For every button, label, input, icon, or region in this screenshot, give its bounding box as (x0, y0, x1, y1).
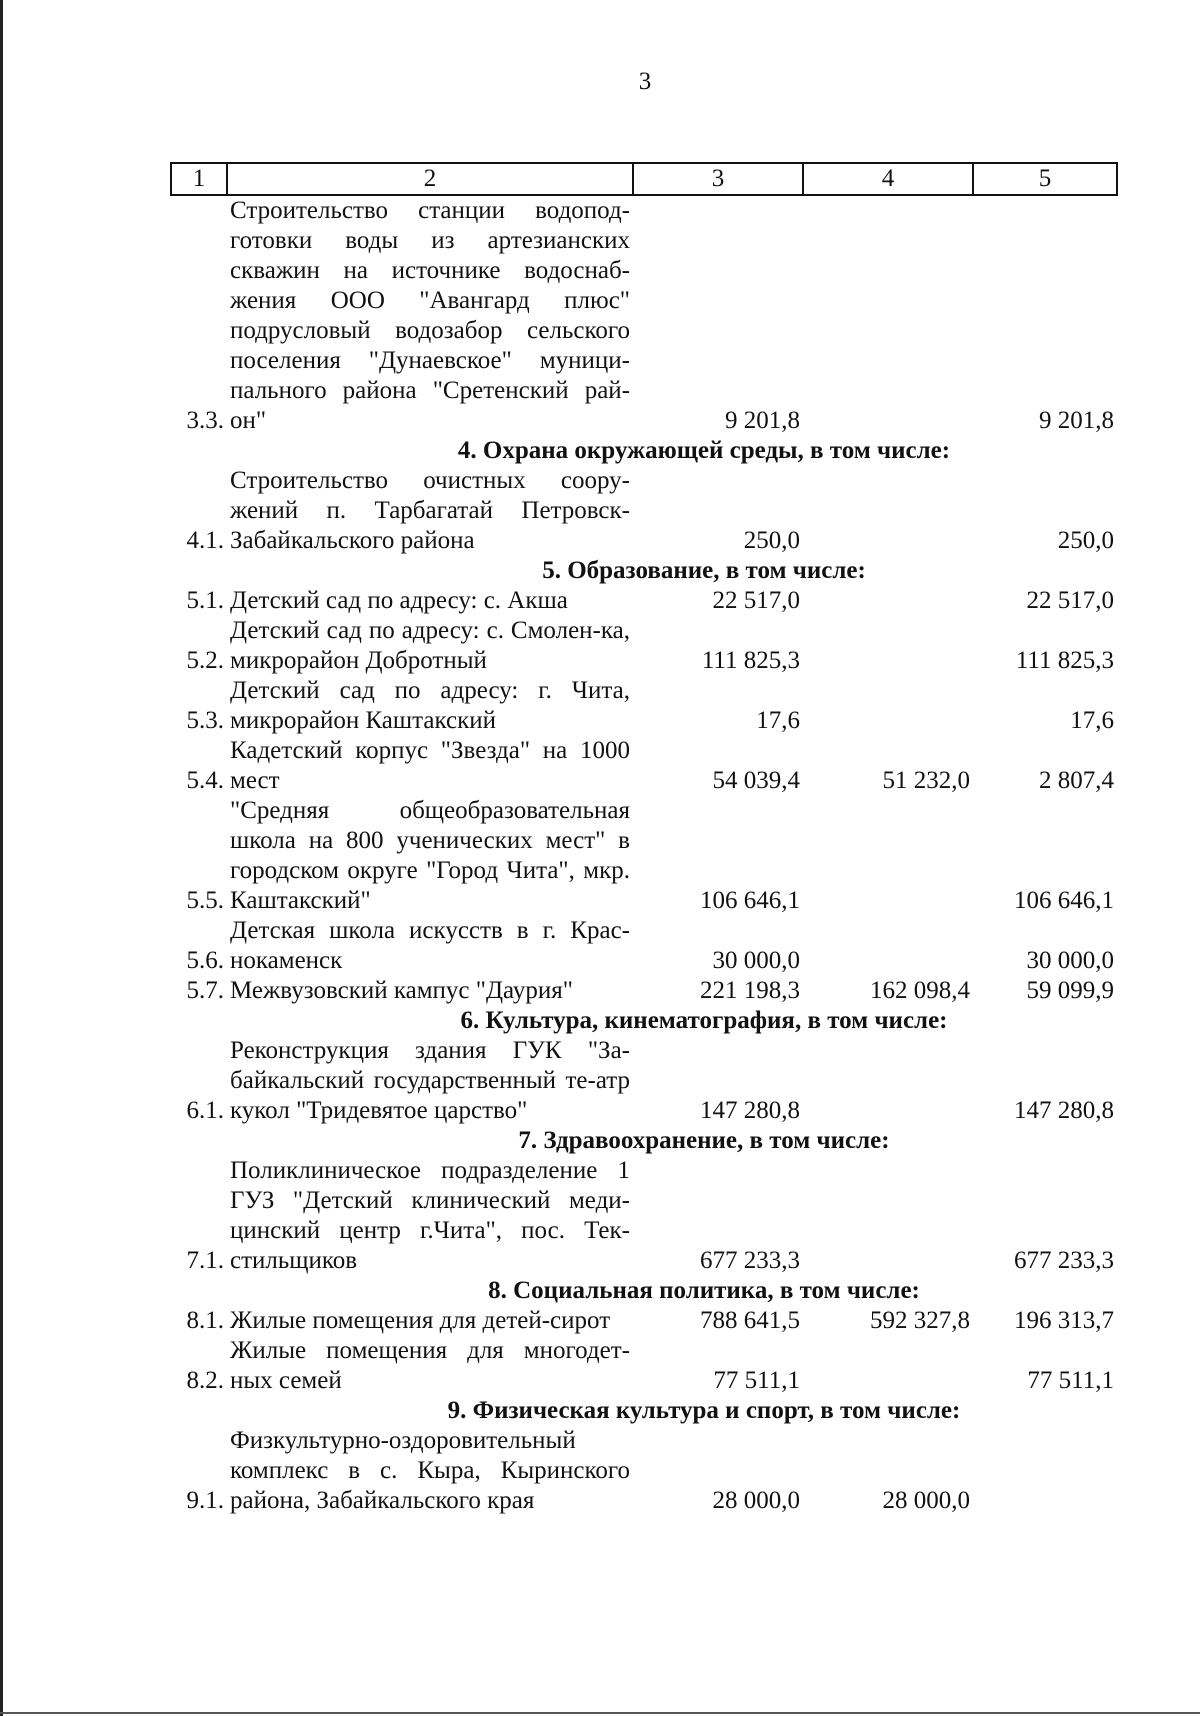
item-name: Межвузовский кампус "Даурия" (230, 977, 573, 1004)
section-title: 6. Культура, кинематография, в том числе: (460, 1007, 948, 1034)
total-value: 30 000,0 (712, 947, 800, 974)
regional-value: 111 825,3 (1015, 647, 1114, 674)
federal-value (803, 1036, 973, 1126)
federal-value (803, 1336, 973, 1396)
section-title: 5. Образование, в том числе: (542, 557, 866, 584)
table-row (171, 1036, 1117, 1126)
section-heading-cell (171, 1126, 1117, 1156)
section-heading-row (171, 1126, 1117, 1156)
section-heading-row (171, 436, 1117, 466)
page-number: 3 (638, 68, 652, 95)
table-row (171, 796, 1117, 916)
header-cell: 3 (633, 163, 803, 195)
federal-value (803, 586, 973, 616)
section-title: 8. Социальная политика, в том числе: (488, 1277, 920, 1304)
total-value: 28 000,0 (712, 1487, 800, 1514)
total-value: 106 646,1 (700, 887, 800, 914)
table-row (171, 1336, 1117, 1396)
item-number: 5.5. (186, 887, 224, 914)
federal-value: 28 000,0 (882, 1487, 970, 1514)
regional-value: 77 511,1 (1027, 1367, 1114, 1394)
item-number: 8.1. (186, 1307, 224, 1334)
item-name: Жилые помещения для детей-сирот (230, 1307, 611, 1334)
total-value: 250,0 (743, 527, 800, 554)
item-number: 4.1. (186, 527, 224, 554)
regional-value: 59 099,9 (1026, 977, 1114, 1004)
item-number: 6.1. (186, 1097, 224, 1124)
table-row (171, 916, 1117, 976)
total-value: 54 039,4 (712, 767, 800, 794)
item-number: 8.2. (186, 1367, 224, 1394)
federal-value (803, 1156, 973, 1276)
item-name: Поликлиническое подразделение 1 ГУЗ "Детский клинический меди-цинский центр г.Чита", пос. Тек-стильщиков (230, 1157, 630, 1274)
table-row (171, 676, 1117, 736)
federal-value: 162 098,4 (870, 977, 970, 1004)
table-row (171, 976, 1117, 1006)
item-name: Строительство очистных соору-жений п. Тарбагатай Петровск-Забайкальского района (230, 467, 630, 554)
item-number: 5.7. (186, 977, 224, 1004)
section-heading-row (171, 556, 1117, 586)
total-value: 17,6 (756, 707, 800, 734)
regional-value: 30 000,0 (1026, 947, 1114, 974)
item-name: Детский сад по адресу: с. Смолен-ка, микрорайон Добротный (230, 617, 630, 674)
table-row (171, 586, 1117, 616)
item-name: Физкультурно-оздоровительный комплекс в с. Кыра, Кыринского района, Забайкальского края (230, 1427, 630, 1514)
total-value: 788 641,5 (700, 1307, 800, 1334)
section-heading-cell (171, 1276, 1117, 1306)
regional-value: 22 517,0 (1026, 587, 1114, 614)
table-row (171, 195, 1117, 436)
regional-value: 2 807,4 (1039, 767, 1114, 794)
header-cell: 1 (171, 163, 227, 195)
item-number: 9.1. (186, 1487, 224, 1514)
total-value: 147 280,8 (700, 1097, 800, 1124)
table-row (171, 466, 1117, 556)
federal-value (803, 676, 973, 736)
item-name: Детская школа искусств в г. Крас-нокаменск (230, 917, 630, 974)
section-heading-row (171, 1006, 1117, 1036)
item-name: Детский сад по адресу: с. Акша (230, 587, 568, 614)
regional-value: 250,0 (1057, 527, 1114, 554)
section-heading-cell (171, 436, 1117, 466)
item-name: Строительство станции водопод-готовки воды из артезианских скважин на источнике водоснаб-жения ООО "Авангард плюс" подрусловый водозабор сельского поселения "Дунаевское" муници-пального района "Сретенский рай-он" (230, 197, 630, 434)
regional-value: 677 233,3 (1014, 1247, 1114, 1274)
federal-value: 592 327,8 (870, 1307, 970, 1334)
header-cell: 2 (227, 163, 633, 195)
item-number: 5.2. (186, 647, 224, 674)
total-value: 111 825,3 (701, 647, 800, 674)
table-row (171, 736, 1117, 796)
table-row (171, 1156, 1117, 1276)
section-heading-cell (171, 1006, 1117, 1036)
total-value: 677 233,3 (700, 1247, 800, 1274)
header-cell: 5 (973, 163, 1117, 195)
projects-table (170, 162, 1118, 1516)
item-name: Реконструкция здания ГУК "За-байкальский государственный те-атр кукол "Тридевятое царство" (230, 1037, 630, 1124)
total-value: 77 511,1 (713, 1367, 800, 1394)
regional-value (973, 1426, 1117, 1516)
section-heading-cell (171, 556, 1117, 586)
regional-value: 17,6 (1070, 707, 1114, 734)
regional-value: 147 280,8 (1014, 1097, 1114, 1124)
scan-edge-left (0, 0, 3, 1716)
federal-value (803, 916, 973, 976)
federal-value (803, 796, 973, 916)
federal-value (803, 195, 973, 436)
item-name: Кадетский корпус "Звезда" на 1000 мест (230, 737, 630, 794)
item-number: 5.3. (186, 707, 224, 734)
table-row (171, 1426, 1117, 1516)
federal-value (803, 616, 973, 676)
federal-value (803, 466, 973, 556)
item-number: 7.1. (186, 1247, 224, 1274)
header-cell: 4 (803, 163, 973, 195)
item-number: 5.1. (186, 587, 224, 614)
table-row (171, 616, 1117, 676)
total-value: 22 517,0 (712, 587, 800, 614)
regional-value: 9 201,8 (1039, 407, 1114, 434)
regional-value: 196 313,7 (1014, 1307, 1114, 1334)
item-name: "Средняя общеобразовательная школа на 800 ученических мест" в городском округе "Город Чита", мкр. Каштакский" (230, 797, 630, 914)
regional-value: 106 646,1 (1014, 887, 1114, 914)
item-number: 3.3. (186, 407, 224, 434)
total-value: 221 198,3 (700, 977, 800, 1004)
item-name: Жилые помещения для многодет-ных семей (230, 1337, 630, 1394)
item-name: Детский сад по адресу: г. Чита, микрорайон Каштакский (230, 677, 630, 734)
table-header-row (171, 163, 1117, 195)
section-title: 9. Физическая культура и спорт, в том числе: (447, 1397, 961, 1424)
total-value: 9 201,8 (725, 407, 800, 434)
section-heading-cell (171, 1396, 1117, 1426)
scan-edge-bottom (0, 1712, 1200, 1714)
item-number: 5.4. (186, 767, 224, 794)
section-title: 7. Здравоохранение, в том числе: (518, 1127, 890, 1154)
section-title: 4. Охрана окружающей среды, в том числе: (457, 437, 951, 464)
section-heading-row (171, 1276, 1117, 1306)
document-body (170, 162, 1116, 1516)
federal-value: 51 232,0 (882, 767, 970, 794)
table-row (171, 1306, 1117, 1336)
item-number: 5.6. (186, 947, 224, 974)
section-heading-row (171, 1396, 1117, 1426)
